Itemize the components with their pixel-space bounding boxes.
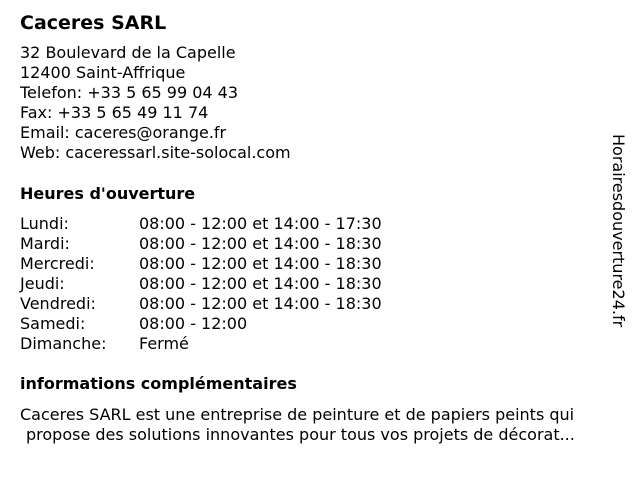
company-description bbox=[20, 405, 622, 445]
description-line-2: propose des solutions innovantes pour tous vos projets de décorat... bbox=[26, 425, 575, 444]
day-label: Mardi: bbox=[20, 234, 70, 253]
hours-row-friday bbox=[20, 294, 440, 314]
website: Web: caceressarl.site-solocal.com bbox=[20, 143, 291, 162]
time-value: 08:00 - 12:00 bbox=[139, 314, 248, 333]
opening-hours-table bbox=[20, 214, 440, 354]
hours-row-saturday bbox=[20, 314, 440, 334]
day-label: Mercredi: bbox=[20, 254, 95, 273]
description-line-1: Caceres SARL est une entreprise de peinture et de papiers peints qui bbox=[20, 405, 575, 424]
street-address: 32 Boulevard de la Capelle bbox=[20, 43, 236, 62]
hours-row-wednesday bbox=[20, 254, 440, 274]
email-address: Email: caceres@orange.fr bbox=[20, 123, 227, 142]
site-watermark: Horairesdouverture24.fr bbox=[609, 134, 628, 328]
info-heading: informations complémentaires bbox=[20, 374, 297, 393]
time-value: 08:00 - 12:00 et 14:00 - 17:30 bbox=[139, 214, 382, 233]
time-value: 08:00 - 12:00 et 14:00 - 18:30 bbox=[139, 254, 382, 273]
hours-row-thursday bbox=[20, 274, 440, 294]
day-label: Jeudi: bbox=[20, 274, 65, 293]
contact-block bbox=[20, 43, 291, 163]
day-label: Vendredi: bbox=[20, 294, 96, 313]
city-postal: 12400 Saint-Affrique bbox=[20, 63, 186, 82]
hours-row-sunday bbox=[20, 334, 440, 354]
day-label: Lundi: bbox=[20, 214, 69, 233]
time-value: 08:00 - 12:00 et 14:00 - 18:30 bbox=[139, 234, 382, 253]
time-value: 08:00 - 12:00 et 14:00 - 18:30 bbox=[139, 274, 382, 293]
phone-number: Telefon: +33 5 65 99 04 43 bbox=[20, 83, 239, 102]
time-value: Fermé bbox=[139, 334, 189, 353]
company-name: Caceres SARL bbox=[20, 12, 167, 34]
fax-number: Fax: +33 5 65 49 11 74 bbox=[20, 103, 209, 122]
hours-row-monday bbox=[20, 214, 440, 234]
time-value: 08:00 - 12:00 et 14:00 - 18:30 bbox=[139, 294, 382, 313]
hours-row-tuesday bbox=[20, 234, 440, 254]
hours-heading: Heures d'ouverture bbox=[20, 184, 196, 203]
day-label: Dimanche: bbox=[20, 334, 107, 353]
day-label: Samedi: bbox=[20, 314, 86, 333]
